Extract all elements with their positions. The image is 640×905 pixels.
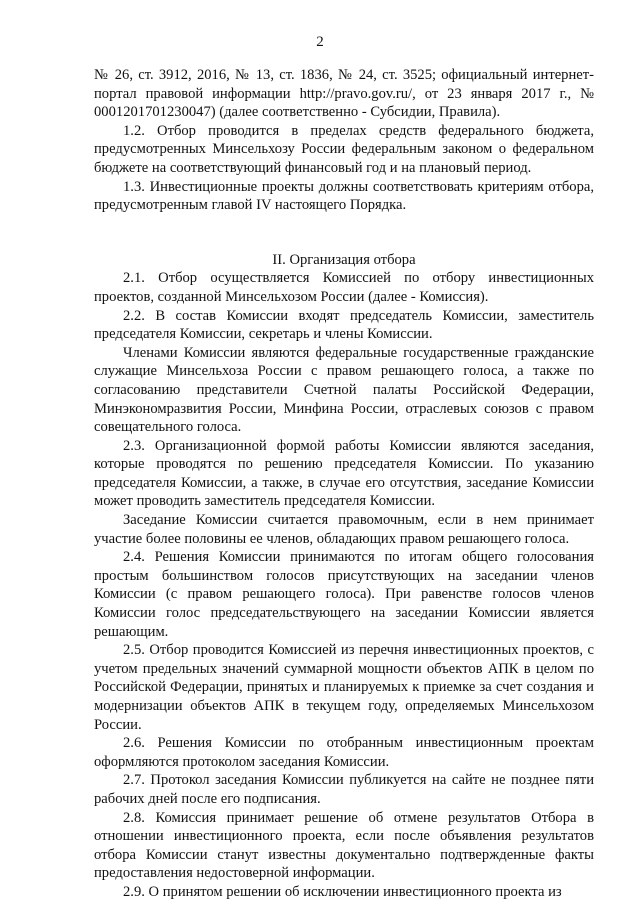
paragraph-2-2-members: Членами Комиссии являются федеральные государственные гражданские служащие Минсельхоза России с правом решающего голоса, а также по согласованию представители Счетной палаты Российской Федерации, Минэкономразвития России, Минфина России, отраслевых союзов с правом совещательного голоса. <box>94 344 594 436</box>
section-heading-organization: II. Организация отбора <box>272 251 416 268</box>
paragraph-2-8: 2.8. Комиссия принимает решение об отмене результатов Отбора в отношении инвестиционного проекта, если после объявления результатов отбора Комиссии станут известны документально подтвержденные факты предоставления недостоверной информации. <box>94 809 594 882</box>
paragraph-2-4: 2.4. Решения Комиссии принимаются по итогам общего голосования простым большинством голосов присутствующих на заседании членов Комиссии (с правом решающего голоса). При равенстве голосов членов Комиссии голос председательствующего на заседании Комиссии является решающим. <box>94 549 594 640</box>
paragraph-2-1: 2.1. Отбор осуществляется Комиссией по отбору инвестиционных проектов, созданной Минсельхозом России (далее - Комиссия). <box>94 270 594 305</box>
paragraph-2-9: 2.9. О принятом решении об исключении инвестиционного проекта из <box>123 883 562 900</box>
paragraph-2-7: 2.7. Протокол заседания Комиссии публикуется на сайте не позднее пяти рабочих дней после его подписания. <box>94 772 594 807</box>
paragraph-2-6: 2.6. Решения Комиссии по отобранным инвестиционным проектам оформляются протоколом заседания Комиссии. <box>94 735 594 770</box>
paragraph-2-5: 2.5. Отбор проводится Комиссией из перечня инвестиционных проектов, с учетом предельных значений суммарной мощности объектов АПК в целом по Российской Федерации, принятых и планируемых к приемке за счет создания и модернизации объектов АПК в текущем году, определяемых Минсельхозом России. <box>94 642 594 733</box>
paragraph-1-3: 1.3. Инвестиционные проекты должны соответствовать критериям отбора, предусмотренным главой IV настоящего Порядка. <box>94 178 594 214</box>
intro-fragment-paragraph: № 26, ст. 3912, 2016, № 13, ст. 1836, № 24, ст. 3525; официальный интернет-портал правовой информации http://pravo.gov.ru/, от 23 января 2017 г., № 0001201701230047) (далее соответственно - Субсидии, Правила). <box>94 67 594 121</box>
page-number: 2 <box>316 34 324 50</box>
document-body <box>94 66 594 902</box>
paragraph-2-3: 2.3. Организационной формой работы Комиссии являются заседания, которые проводятся по решению председателя Комиссии. По указанию председателя Комиссии, а также, в случае его отсутствия, заседание Комиссии может проводить заместитель председателя Комиссии. <box>94 437 594 510</box>
paragraph-2-3-quorum: Заседание Комиссии считается правомочным, если в нем принимает участие более половины ее членов, обладающих правом решающего голоса. <box>94 512 594 547</box>
paragraph-1-2: 1.2. Отбор проводится в пределах средств федерального бюджета, предусмотренных Минсельхозу России федеральным законом о федеральном бюджете на соответствующий финансовый год и на плановый период. <box>94 122 594 176</box>
paragraph-2-2: 2.2. В состав Комиссии входят председатель Комиссии, заместитель председателя Комиссии, секретарь и члены Комиссии. <box>94 307 594 343</box>
